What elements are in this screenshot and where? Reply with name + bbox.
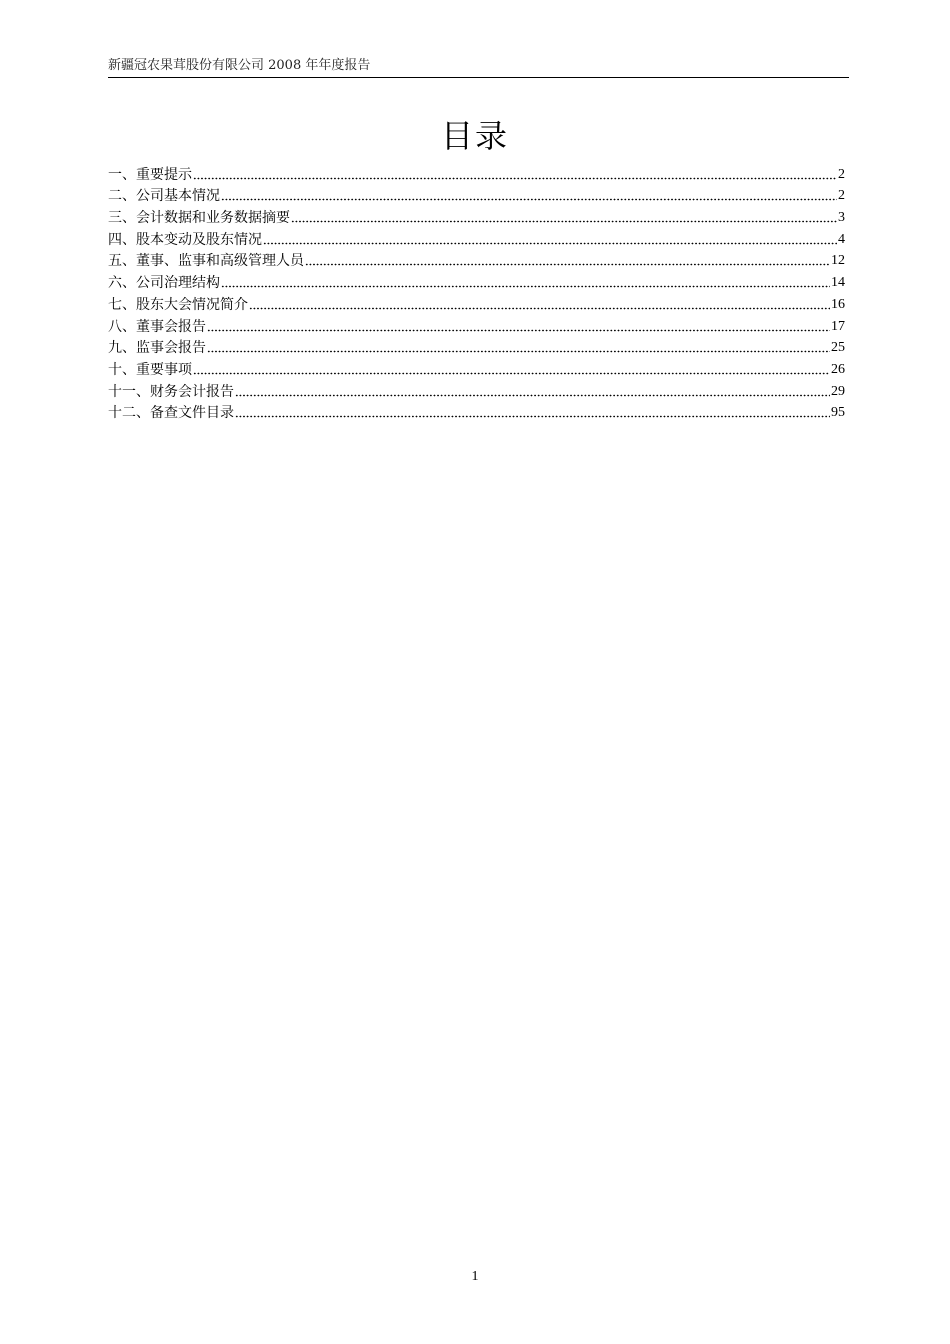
toc-entry-important-notice[interactable] — [108, 162, 845, 184]
dot-leader — [235, 412, 830, 418]
toc-entry-accounting-summary[interactable] — [108, 205, 845, 227]
toc-entry-reference-documents[interactable] — [108, 401, 845, 423]
toc-entry-financial-report[interactable] — [108, 379, 845, 401]
toc-entry-company-info[interactable] — [108, 184, 845, 206]
dot-leader — [305, 260, 830, 266]
toc-entry-page: 14 — [831, 275, 845, 291]
toc-entry-label: 五、董事、监事和高级管理人员 — [108, 253, 304, 270]
dot-leader — [193, 174, 837, 180]
toc-entry-share-capital[interactable] — [108, 227, 845, 249]
toc-entry-directors[interactable] — [108, 249, 845, 271]
toc-entry-page: 3 — [838, 210, 845, 226]
toc-entry-shareholders-meeting[interactable] — [108, 292, 845, 314]
toc-entry-important-matters[interactable] — [108, 357, 845, 379]
toc-entry-label: 六、公司治理结构 — [108, 275, 220, 292]
toc-entry-label: 二、公司基本情况 — [108, 188, 220, 205]
toc-entry-page: 2 — [838, 166, 845, 182]
toc-entry-page: 95 — [831, 405, 845, 421]
toc-entry-page: 29 — [831, 383, 845, 399]
dot-leader — [291, 217, 837, 223]
toc-entry-page: 12 — [831, 253, 845, 269]
table-of-contents — [108, 162, 845, 422]
toc-entry-page: 4 — [838, 231, 845, 247]
toc-entry-page: 17 — [831, 318, 845, 334]
toc-entry-label: 十、重要事项 — [108, 361, 192, 378]
running-header: 新疆冠农果茸股份有限公司 2008 年年度报告 — [108, 58, 371, 73]
dot-leader — [207, 347, 830, 353]
toc-entry-label: 十二、备查文件目录 — [108, 405, 234, 422]
toc-entry-label: 九、监事会报告 — [108, 340, 206, 357]
toc-entry-label: 八、董事会报告 — [108, 318, 206, 335]
dot-leader — [235, 391, 830, 397]
toc-entry-governance[interactable] — [108, 270, 845, 292]
toc-entry-label: 一、重要提示 — [108, 166, 192, 183]
dot-leader — [263, 239, 837, 245]
page-title: 目录 — [440, 117, 509, 155]
toc-entry-page: 26 — [831, 361, 845, 377]
dot-leader — [221, 195, 837, 201]
toc-entry-label: 三、会计数据和业务数据摘要 — [108, 210, 290, 227]
toc-entry-board-report[interactable] — [108, 314, 845, 336]
page-number: 1 — [471, 1269, 479, 1284]
toc-entry-page: 2 — [838, 188, 845, 204]
toc-entry-label: 七、股东大会情况简介 — [108, 296, 248, 313]
dot-leader — [207, 326, 830, 332]
toc-entry-supervisory-report[interactable] — [108, 336, 845, 358]
toc-entry-page: 16 — [831, 296, 845, 312]
dot-leader — [193, 369, 830, 375]
header-rule — [108, 77, 849, 78]
toc-entry-label: 十一、财务会计报告 — [108, 383, 234, 400]
dot-leader — [221, 282, 830, 288]
toc-entry-label: 四、股本变动及股东情况 — [108, 231, 262, 248]
toc-entry-page: 25 — [831, 340, 845, 356]
dot-leader — [249, 304, 830, 310]
